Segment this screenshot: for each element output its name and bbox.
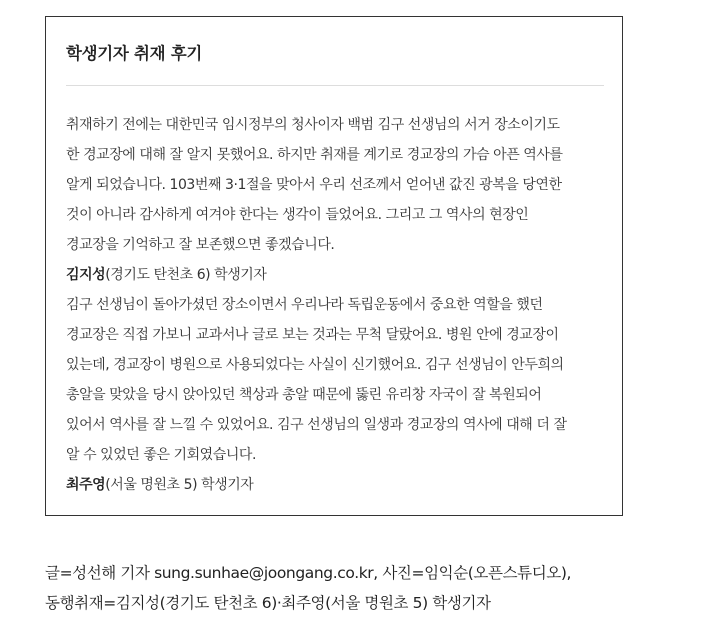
reporter-2-affiliation: (서울 명원초 5) 학생기자	[105, 477, 254, 493]
article-credits	[45, 558, 695, 618]
credits-line-1: 글=성선해 기자 sung.sunhae@joongang.co.kr, 사진=임익순(오픈스튜디오),	[45, 564, 572, 582]
paragraph-2-line: 알 수 있었던 좋은 기회였습니다.	[66, 447, 256, 463]
student-reporter-review-box	[45, 16, 623, 516]
paragraph-2-line: 있는데, 경교장이 병원으로 사용되었다는 사실이 신기했어요. 김구 선생님이 안두희의	[66, 357, 564, 373]
review-box-title: 학생기자 취재 후기	[66, 44, 203, 63]
reporter-2-name: 최주영	[66, 477, 106, 493]
paragraph-1-line: 한 경교장에 대해 잘 알지 못했어요. 하지만 취재를 계기로 경교장의 가슴 아픈 역사를	[66, 147, 563, 163]
paragraph-1-line: 취재하기 전에는 대한민국 임시정부의 청사이자 백범 김구 선생님의 서거 장소이기도	[66, 117, 560, 133]
paragraph-1-line: 알게 되었습니다. 103번째 3·1절을 맞아서 우리 선조께서 얻어낸 값진 광복을 당연한	[66, 177, 562, 193]
review-body	[66, 110, 606, 500]
paragraph-2-line: 총알을 맞았을 당시 앉아있던 책상과 총알 때문에 뚫린 유리창 자국이 잘 복원되어	[66, 387, 542, 403]
paragraph-2-line: 있어서 역사를 잘 느낄 수 있었어요. 김구 선생님의 일생과 경교장의 역사에 대해 더 잘	[66, 417, 567, 433]
paragraph-1-line: 것이 아니라 감사하게 여겨야 한다는 생각이 들었어요. 그리고 그 역사의 현장인	[66, 207, 529, 223]
reporter-1-affiliation: (경기도 탄천초 6) 학생기자	[105, 267, 267, 283]
paragraph-2-line: 경교장은 직접 가보니 교과서나 글로 보는 것과는 무척 달랐어요. 병원 안에 경교장이	[66, 327, 559, 343]
title-divider	[66, 85, 604, 86]
reporter-1-name: 김지성	[66, 267, 106, 283]
reporter-2-signature	[66, 470, 606, 500]
credits-line-2: 동행취재=김지성(경기도 탄천초 6)·최주영(서울 명원초 5) 학생기자	[45, 594, 491, 612]
paragraph-1-line: 경교장을 기억하고 잘 보존했으면 좋겠습니다.	[66, 237, 335, 253]
paragraph-2-line: 김구 선생님이 돌아가셨던 장소이면서 우리나라 독립운동에서 중요한 역할을 했던	[66, 297, 543, 313]
reporter-1-signature	[66, 260, 606, 290]
